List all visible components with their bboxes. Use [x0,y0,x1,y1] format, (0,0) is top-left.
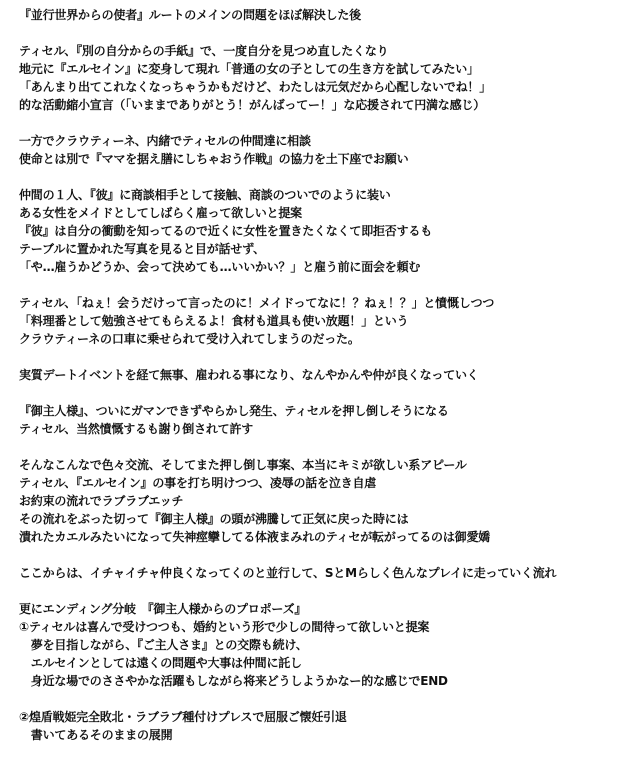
text-line: 使命とは別で『ママを据え膳にしちゃおう作戦』の協力を土下座でお願い [19,152,409,166]
paragraph-8 [19,564,617,582]
text-line: 「あんまり出てこれなくなっちゃうかもだけど、わたしは元気だから心配しないでね！」 [19,80,492,94]
paragraph-6 [19,402,617,438]
page-title: 『並行世界からの使者』ルートのメインの問題をほぼ解決した後 [19,8,361,22]
text-line: 夢を目指しながら、『ご主人さま』との交際も続け、 [19,638,308,652]
text-line: ティセル、『別の自分からの手紙』で、一度自分を見つめ直したくなり [19,44,389,58]
text-line: 実質デートイベントを経て無事、雇われる事になり、なんやかんや仲が良くなっていく [19,368,479,382]
text-line: 仲間の１人、『彼』に商談相手として接触、商談のついでのように装い [19,188,391,202]
paragraph-4 [19,294,617,348]
text-line: ティセル、「ねぇ！会うだけって言ったのに！メイドってなに！？ねぇ！？」と憤慨しつつ [19,296,495,310]
paragraph-2 [19,132,617,168]
spacer [19,168,617,186]
spacer [19,276,617,294]
spacer [19,114,617,132]
spacer [19,348,617,366]
spacer [19,546,617,564]
text-line: 「や…雇うかどうか、会って決めても…いいかい？」と雇う前に面会を頼む [19,260,421,274]
text-line: テーブルに置かれた写真を見ると目が話せず、 [19,242,265,256]
text-line: ②煌盾戦姫完全敗北・ラブラブ種付けプレスで屈服ご懐妊引退 [19,710,347,724]
spacer [19,438,617,456]
text-line: 潰れたカエルみたいになって失神痙攣してる体液まみれのティセが転がってるのは御愛嬌 [19,530,491,544]
text-line: ティセル、『エルセイン』の事を打ち明けつつ、凌辱の話を泣き自虐 [19,476,377,490]
text-line: クラウティーネの口車に乗せられて受け入れてしまうのだった。 [19,332,360,346]
text-line: そんなこんなで色々交流、そしてまた押し倒し事案、本当にキミが欲しい系アピール [19,458,467,472]
text-line: 「料理番として勉強させてもらえるよ！食材も道具も使い放題！」という [19,314,409,328]
text-line: お約束の流れでラブラブエッチ [19,494,184,508]
paragraph-3 [19,186,617,276]
spacer [19,384,617,402]
text-line: 的な活動縮小宣言（「いままでありがとう！がんばってー！」な応援されて円満な感じ） [19,98,486,112]
text-line: 書いてあるそのままの展開 [19,728,173,742]
paragraph-9 [19,600,617,690]
text-line: 更にエンディング分岐 『御主人様からのプロポーズ』 [19,602,307,616]
text-line: ある女性をメイドとしてしばらく雇って欲しいと提案 [19,206,302,220]
text-line: ①ティセルは喜んで受けつつも、婚約という形で少しの間待って欲しいと提案 [19,620,430,634]
text-line: 『彼』は自分の衝動を知ってるので近くに女性を置きたくなくて即拒否するも [19,224,433,238]
text-line: 身近な場でのささやかな活躍もしながら将来どうしようかなー的な感じでEND [19,674,448,688]
text-line: 『御主人様』、ついにガマンできずやらかし発生、ティセルを押し倒しそうになる [19,404,449,418]
text-line: 地元に『エルセイン』に変身して現れ「普通の女の子としての生き方を試してみたい」 [19,62,479,76]
spacer [19,582,617,600]
paragraph-10 [19,708,617,744]
text-line: エルセインとしては遠くの問題や大事は仲間に託し [19,656,302,670]
spacer [19,690,617,708]
text-line: 一方でクラウティーネ、内緒でティセルの仲間達に相談 [19,134,311,148]
paragraph-7 [19,456,617,546]
text-line: ここからは、イチャイチャ仲良くなってくのと並行して、SとMらしく色んなプレイに走っていく流れ [19,566,557,580]
spacer [19,24,617,42]
text-line: ティセル、当然憤慨するも謝り倒されて許す [19,422,254,436]
paragraph-5 [19,366,617,384]
text-line: その流れをぶった切って『御主人様』の頭が沸騰して正気に戻った時には [19,512,409,526]
paragraph-1 [19,42,617,114]
